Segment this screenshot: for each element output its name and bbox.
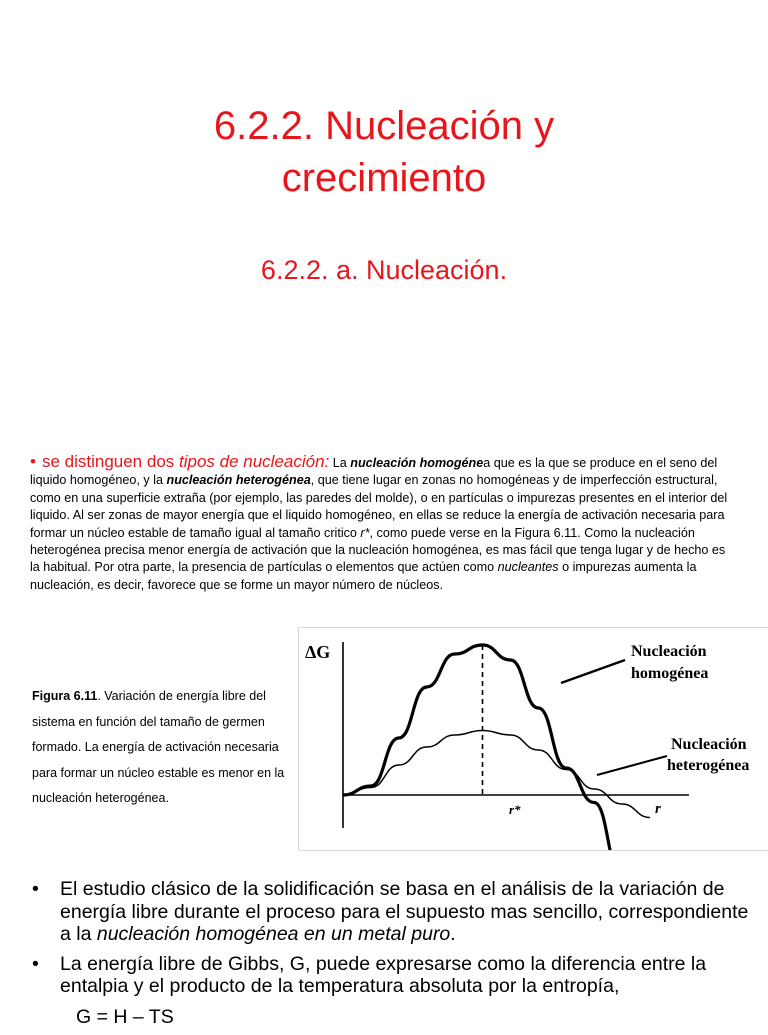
intro-text-5: , que tiene lugar en zonas no homogéneas y de imperfección estructural, como en una superficie extraña (por ejemplo, las paredes del molde), o en partículas o impurezas presentes en el interior del liquido. Al ser zonas de mayor energía que el liquido homogéneo, en ellas se reduce la energía de activación necesaria para formar un núcleo estable de tamaño igual al tamaño critico (30, 473, 728, 540)
intro-homogeneous-term: nucleación homogéne (350, 456, 484, 470)
bullet-dot: • (32, 952, 39, 975)
heterog-label-line2: heterogénea (667, 757, 750, 774)
homog-label-line1: Nucleación (631, 643, 707, 660)
homog-label-line2: homogénea (631, 665, 709, 682)
critical-radius-label: r* (509, 802, 521, 817)
bullet-1-end: . (450, 923, 456, 945)
free-energy-chart (299, 628, 768, 850)
page-title (0, 100, 768, 204)
bullet-1-text: El estudio clásico de la solidificación se basa en el análisis de la variación de energía libre durante el proceso para el supuesto mas sencillo, correspondiente a la (60, 878, 749, 945)
heterog-label-line1: Nucleación (671, 736, 747, 753)
y-axis-label: ΔG (305, 642, 331, 662)
bottom-bullets (32, 878, 752, 1035)
figure-caption (32, 684, 287, 812)
intro-text-1: La (329, 456, 351, 470)
bullet-1-emphasis: nucleación homogénea en un metal puro (96, 923, 451, 945)
homog-pointer (561, 660, 625, 683)
intro-nucleants-term: nucleantes (497, 560, 559, 575)
title-line-1: 6.2.2. Nucleación y (213, 104, 555, 148)
series-line-homogeneous (343, 645, 650, 850)
bullet-item-2 (32, 953, 752, 1029)
figure-6-11 (298, 627, 768, 851)
intro-lead-emphasis: tipos de nucleación: (179, 452, 330, 471)
x-axis-label: r (655, 801, 661, 817)
intro-text-9: o impurezas aumenta la nucleación, es decir, favorece que se forme un mayor número de núcleos. (30, 560, 697, 592)
figure-caption-label: Figura 6.11 (32, 689, 98, 703)
bullet-item-1 (32, 878, 752, 946)
bullet-2-text: La energía libre de Gibbs, G, puede expresarse como la diferencia entre la entalpia y el producto de la temperatura absoluta por la entropía, (60, 952, 707, 997)
intro-paragraph (30, 453, 735, 594)
intro-lead: se distinguen dos (41, 452, 179, 471)
intro-critical-size: r* (360, 525, 370, 540)
heterog-pointer (597, 756, 667, 775)
intro-text-3: a que es la que se produce en el seno del liquido homogéneo, y la (30, 456, 718, 488)
bullet-dot: • (30, 452, 36, 471)
gibbs-formula: G = H – TS (76, 1005, 174, 1028)
title-line-2: crecimiento (281, 156, 487, 200)
section-subtitle: 6.2.2. a. Nucleación. (260, 255, 508, 285)
intro-heterogeneous-term: nucleación heterogénea (166, 473, 311, 488)
bullet-dot: • (32, 878, 39, 900)
intro-text-7: , como puede verse en la Figura 6.11. Como la nucleación heterogénea precisa menor energía de activación que la nucleación homogénea, es mas fácil que tenga lugar y de hecho es la habitual. Por otra parte, la presencia de partículas o elementos que actúen como (30, 525, 726, 575)
figure-caption-text: . Variación de energía libre del sistema en función del tamaño de germen formado. La energía de activación necesaria para formar un núcleo estable es menor en la nucleación heterogénea. (32, 689, 285, 806)
